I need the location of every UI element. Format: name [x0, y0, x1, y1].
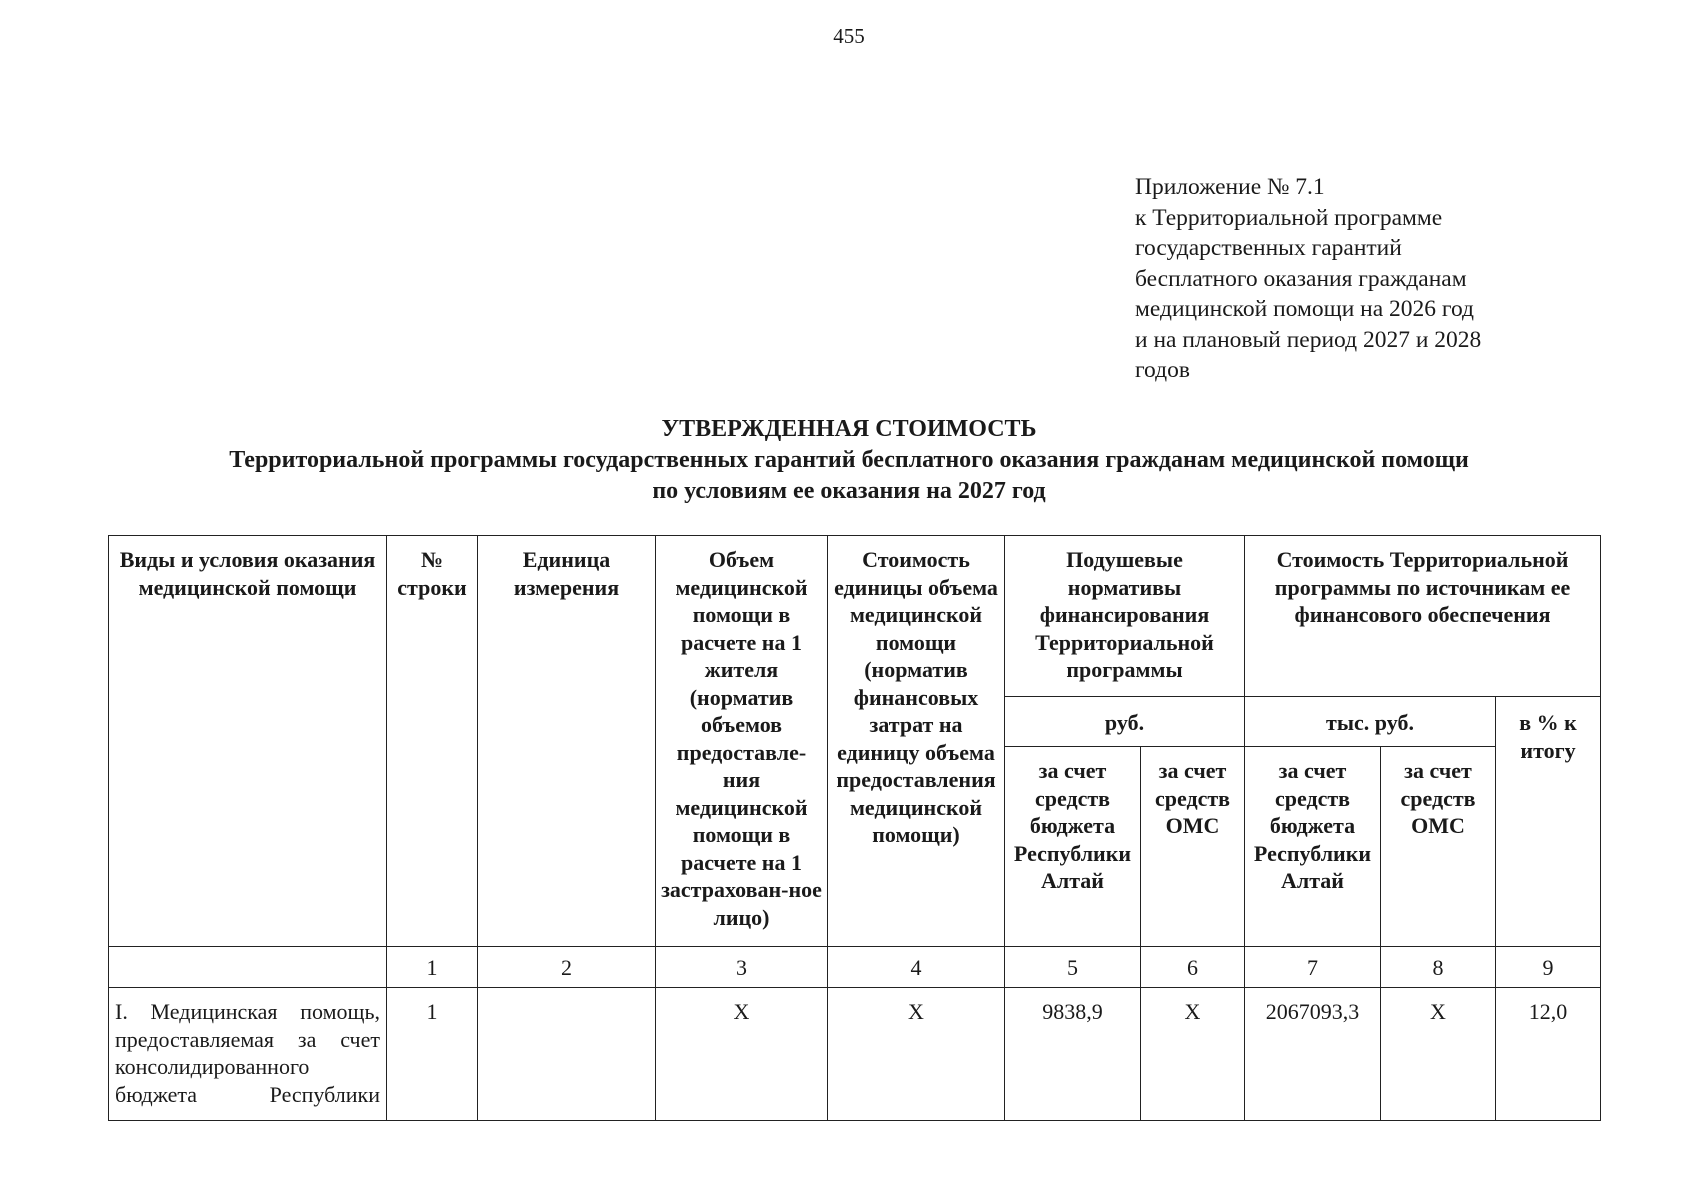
- row-label-line: консолидированного: [115, 1054, 310, 1079]
- page-number: 455: [833, 24, 865, 48]
- header-row-number: № строки: [387, 536, 478, 947]
- column-number: 2: [478, 947, 656, 988]
- header-oms-rub: за счет средств ОМС: [1141, 747, 1245, 947]
- header-budget-ra-rub: за счет средств бюджета Республики Алтай: [1005, 747, 1141, 947]
- unit-cost-cell: X: [828, 988, 1005, 1121]
- appendix-line: государственных гарантий: [1135, 235, 1402, 261]
- header-unit: Единица измерения: [478, 536, 656, 947]
- row-label: [109, 988, 387, 1121]
- column-number: 4: [828, 947, 1005, 988]
- column-number: 6: [1141, 947, 1245, 988]
- column-number: 8: [1381, 947, 1496, 988]
- header-per-capita-group: Подушевые нормативы финансирования Территориальной программы: [1005, 536, 1245, 697]
- per-capita-oms-cell: X: [1141, 988, 1245, 1121]
- total-budget-cell: 2067093,3: [1245, 988, 1381, 1121]
- header-oms-thous: за счет средств ОМС: [1381, 747, 1496, 947]
- title-line-3: по условиям ее оказания на 2027 год: [652, 478, 1046, 504]
- volume-cell: X: [656, 988, 828, 1121]
- header-unit-cost: Стоимость единицы объема медицинской помощи (норматив финансовых затрат на единицу объема предоставления медицинской помощи): [828, 536, 1005, 947]
- header-volume: Объем медицинской помощи в расчете на 1 жителя (норматив объемов предоставле-ния медицинской помощи в расчете на 1 застрахован-ное лицо): [656, 536, 828, 947]
- title-main: УТВЕРЖДЕННАЯ СТОИМОСТЬ: [661, 416, 1037, 442]
- header-thous-rub: тыс. руб.: [1245, 697, 1496, 747]
- appendix-note: [1135, 172, 1481, 386]
- appendix-line: к Территориальной программе: [1135, 204, 1443, 231]
- unit-cell: [478, 988, 656, 1121]
- column-number-row: [109, 947, 1601, 988]
- header-total-cost-group: Стоимость Территориальной программы по источникам ее финансового обеспечения: [1245, 536, 1601, 697]
- column-number: 1: [387, 947, 478, 988]
- appendix-line: бесплатного оказания гражданам: [1135, 265, 1467, 292]
- per-capita-budget-cell: 9838,9: [1005, 988, 1141, 1121]
- header-rub: руб.: [1005, 697, 1245, 747]
- column-number: 7: [1245, 947, 1381, 988]
- row-label-line: бюджета Республики: [115, 1081, 380, 1107]
- header-budget-ra-thous: за счет средств бюджета Республики Алтай: [1245, 747, 1381, 947]
- header-percent: в % к итогу: [1496, 697, 1601, 947]
- total-oms-cell: X: [1381, 988, 1496, 1121]
- document-title: [0, 414, 1698, 507]
- appendix-line: медицинской помощи на 2026 год: [1135, 296, 1474, 322]
- column-number: 3: [656, 947, 828, 988]
- approved-cost-table: [108, 535, 1601, 1121]
- percent-cell: 12,0: [1496, 988, 1601, 1121]
- appendix-line: Приложение № 7.1: [1135, 174, 1325, 200]
- appendix-line: и на плановый период 2027 и 2028: [1135, 326, 1482, 353]
- row-number-cell: 1: [387, 988, 478, 1121]
- column-number: 5: [1005, 947, 1141, 988]
- header-types-conditions: Виды и условия оказания медицинской помощи: [109, 536, 387, 947]
- appendix-line: годов: [1135, 357, 1190, 383]
- row-label-line: предоставляемая за счет: [115, 1026, 380, 1052]
- table-row: [109, 988, 1601, 1121]
- title-line-2: Территориальной программы государственных гарантий бесплатного оказания гражданам медицинской помощи: [229, 447, 1469, 473]
- column-number: [109, 947, 387, 988]
- row-label-line: I. Медицинская помощь,: [115, 999, 380, 1024]
- column-number: 9: [1496, 947, 1601, 988]
